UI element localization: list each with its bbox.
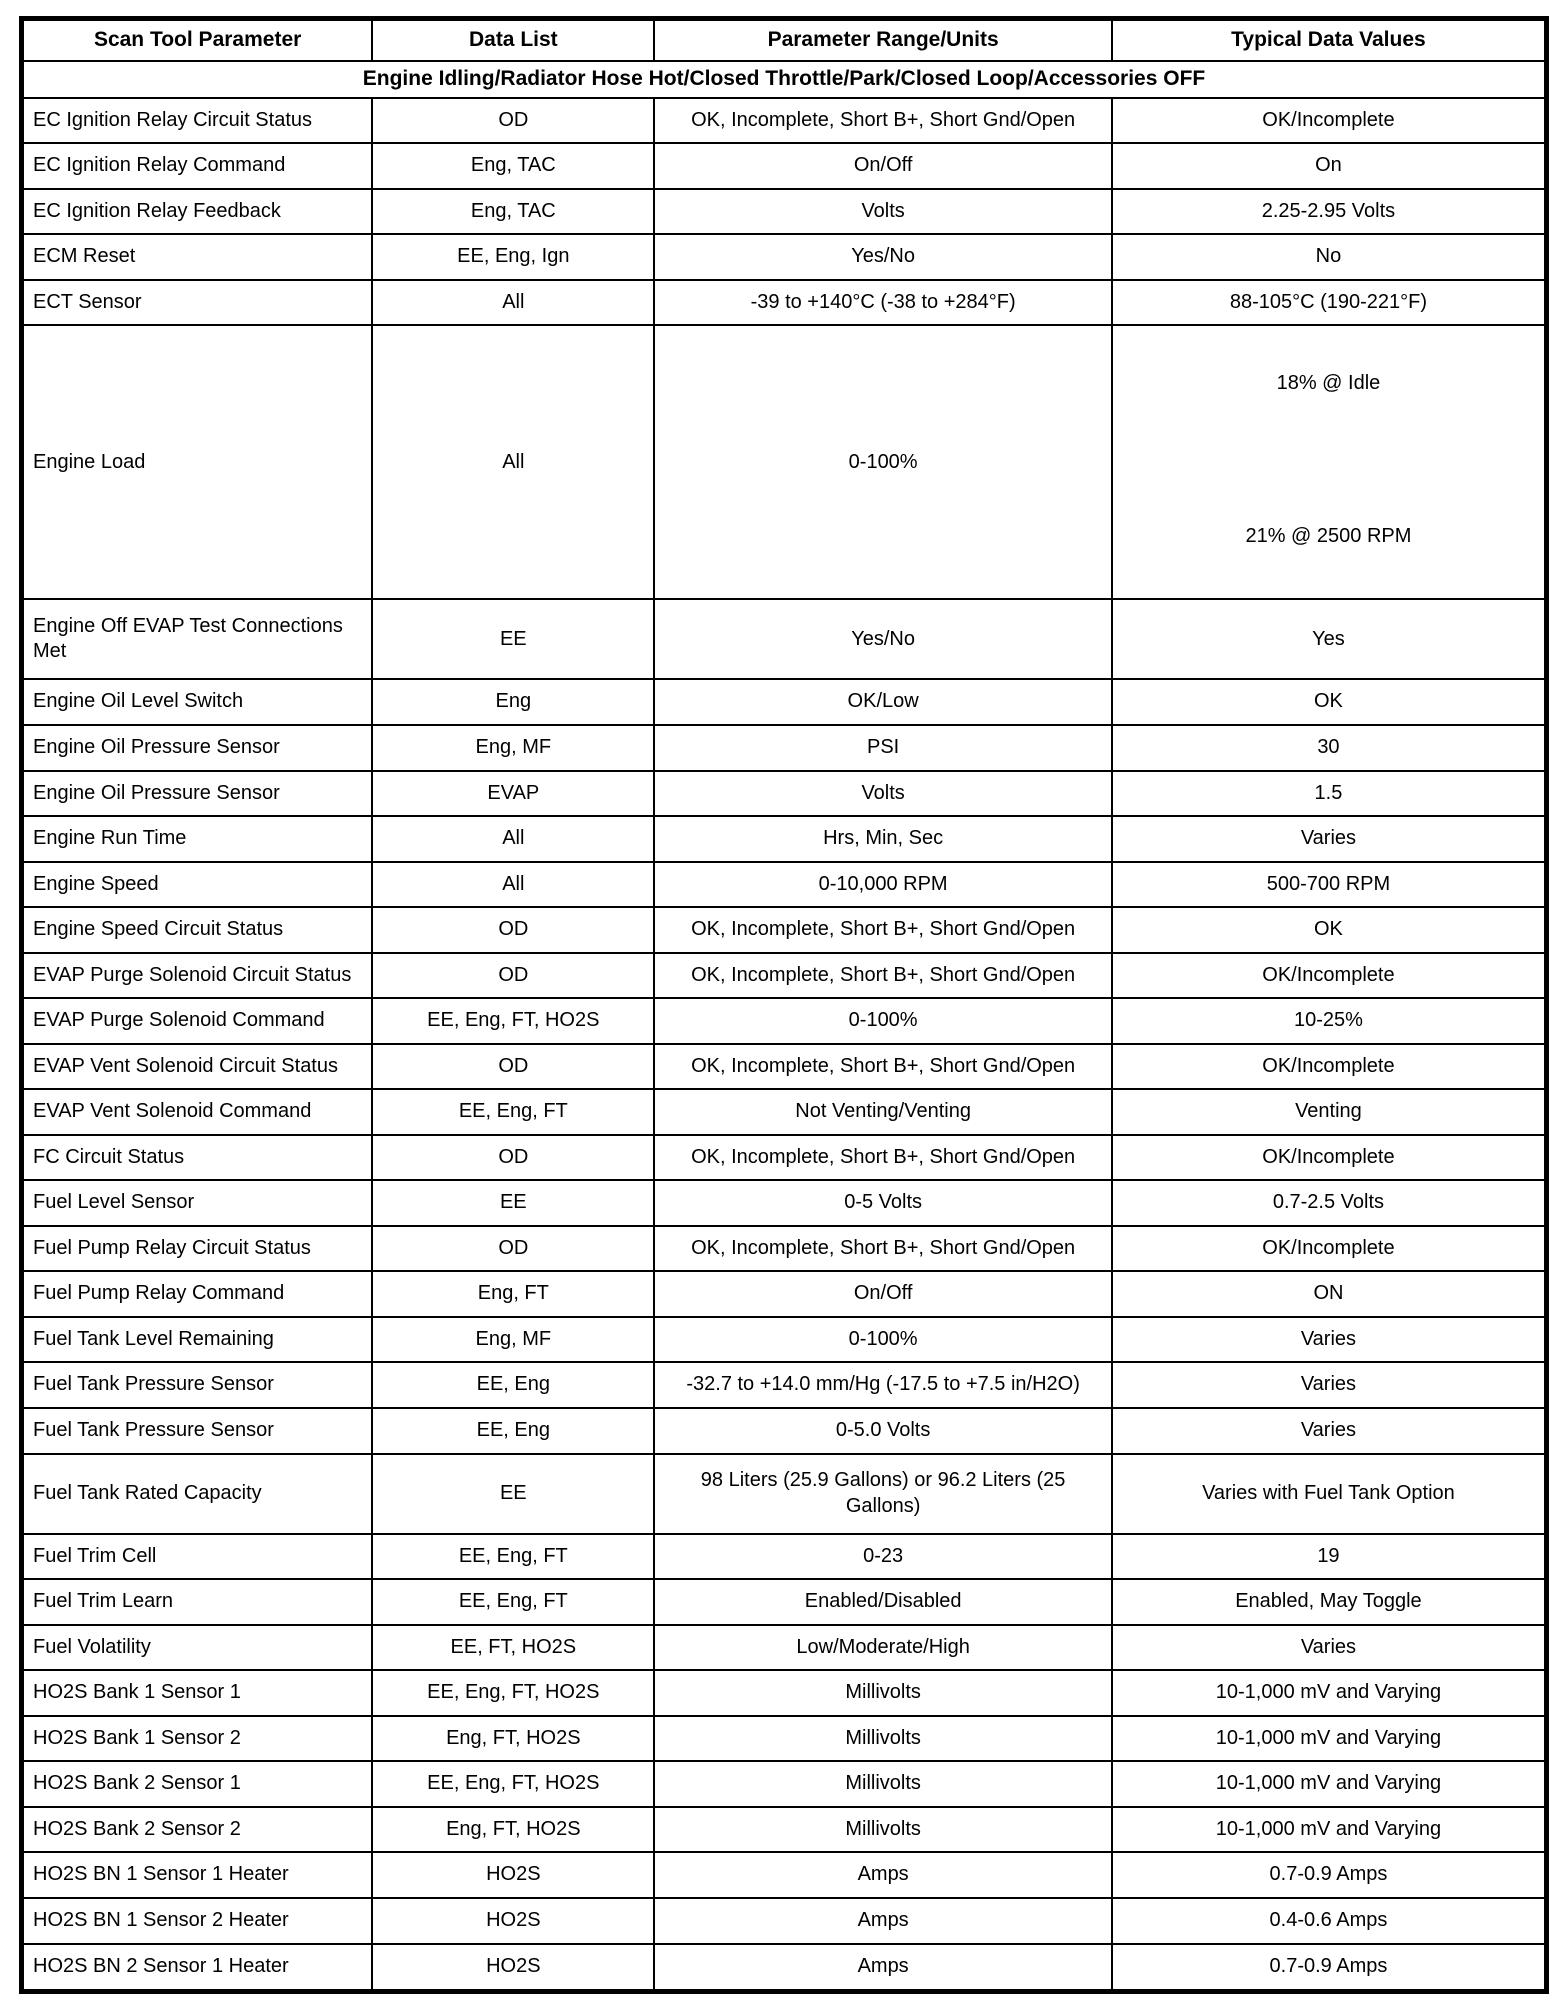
data-list-cell: EE, Eng, FT — [372, 1534, 654, 1580]
range-cell: On/Off — [654, 1271, 1112, 1317]
data-list-cell: EE — [372, 599, 654, 679]
range-cell: Amps — [654, 1898, 1112, 1944]
table-row — [22, 998, 1547, 1044]
table-row — [22, 679, 1547, 725]
table-row — [22, 1317, 1547, 1363]
range-cell: Not Venting/Venting — [654, 1089, 1112, 1135]
data-list-cell: OD — [372, 907, 654, 953]
range-cell: OK/Low — [654, 679, 1112, 725]
header-row — [22, 19, 1547, 61]
table-row — [22, 953, 1547, 999]
param-cell: Fuel Tank Rated Capacity — [22, 1454, 373, 1534]
range-cell: Low/Moderate/High — [654, 1625, 1112, 1671]
test-condition-banner: Engine Idling/Radiator Hose Hot/Closed Throttle/Park/Closed Loop/Accessories OFF — [22, 61, 1547, 98]
data-list-cell: OD — [372, 98, 654, 144]
param-cell: EC Ignition Relay Feedback — [22, 189, 373, 235]
data-list-cell: All — [372, 862, 654, 908]
param-cell: Engine Oil Pressure Sensor — [22, 725, 373, 771]
column-header-scan-tool-parameter: Scan Tool Parameter — [22, 19, 373, 61]
range-cell: 0-5.0 Volts — [654, 1408, 1112, 1454]
param-cell: Engine Speed Circuit Status — [22, 907, 373, 953]
data-list-cell: Eng, MF — [372, 725, 654, 771]
param-cell: Fuel Volatility — [22, 1625, 373, 1671]
table-row — [22, 1089, 1547, 1135]
range-cell: 0-23 — [654, 1534, 1112, 1580]
param-cell: HO2S Bank 1 Sensor 1 — [22, 1670, 373, 1716]
range-cell: Amps — [654, 1944, 1112, 1992]
data-list-cell: EE, FT, HO2S — [372, 1625, 654, 1671]
data-list-cell: OD — [372, 953, 654, 999]
typical-cell: ON — [1112, 1271, 1547, 1317]
param-cell: FC Circuit Status — [22, 1135, 373, 1181]
param-cell: ECT Sensor — [22, 280, 373, 326]
scan-tool-parameter-table — [19, 16, 1549, 1994]
param-cell: Engine Oil Pressure Sensor — [22, 771, 373, 817]
param-cell: Fuel Trim Cell — [22, 1534, 373, 1580]
typical-cell: 10-1,000 mV and Varying — [1112, 1716, 1547, 1762]
table-row — [22, 1670, 1547, 1716]
data-list-cell: EE, Eng, FT, HO2S — [372, 1670, 654, 1716]
typical-cell: Varies — [1112, 1362, 1547, 1408]
range-cell: OK, Incomplete, Short B+, Short Gnd/Open — [654, 953, 1112, 999]
data-list-cell: EE, Eng, Ign — [372, 234, 654, 280]
typical-cell: 0.4-0.6 Amps — [1112, 1898, 1547, 1944]
data-list-cell: HO2S — [372, 1944, 654, 1992]
param-cell: EVAP Vent Solenoid Command — [22, 1089, 373, 1135]
column-header-data-list: Data List — [372, 19, 654, 61]
table-row — [22, 1579, 1547, 1625]
data-list-cell: EE, Eng — [372, 1408, 654, 1454]
range-cell: Volts — [654, 771, 1112, 817]
table-body — [22, 98, 1547, 1992]
typical-cell: 19 — [1112, 1534, 1547, 1580]
data-list-cell: EE, Eng — [372, 1362, 654, 1408]
typical-cell: OK/Incomplete — [1112, 98, 1547, 144]
typical-cell: 10-1,000 mV and Varying — [1112, 1670, 1547, 1716]
typical-cell: 30 — [1112, 725, 1547, 771]
table-row — [22, 325, 1547, 599]
param-cell: HO2S Bank 2 Sensor 2 — [22, 1807, 373, 1853]
column-header-typical-data-values: Typical Data Values — [1112, 19, 1547, 61]
typical-cell — [1112, 325, 1547, 599]
typical-cell: Varies — [1112, 816, 1547, 862]
table-row — [22, 1761, 1547, 1807]
typical-cell: 0.7-0.9 Amps — [1112, 1852, 1547, 1898]
range-cell: Hrs, Min, Sec — [654, 816, 1112, 862]
param-cell: HO2S Bank 2 Sensor 1 — [22, 1761, 373, 1807]
table-row — [22, 816, 1547, 862]
param-cell: Engine Load — [22, 325, 373, 599]
param-cell: EC Ignition Relay Command — [22, 143, 373, 189]
range-cell: OK, Incomplete, Short B+, Short Gnd/Open — [654, 1226, 1112, 1272]
typical-cell: OK — [1112, 907, 1547, 953]
data-list-cell: Eng — [372, 679, 654, 725]
range-cell: Millivolts — [654, 1807, 1112, 1853]
range-cell: OK, Incomplete, Short B+, Short Gnd/Open — [654, 907, 1112, 953]
typical-cell: OK/Incomplete — [1112, 1226, 1547, 1272]
typical-cell: 0.7-0.9 Amps — [1112, 1944, 1547, 1992]
range-cell: -32.7 to +14.0 mm/Hg (-17.5 to +7.5 in/H2O) — [654, 1362, 1112, 1408]
param-cell: Fuel Level Sensor — [22, 1180, 373, 1226]
range-cell: OK, Incomplete, Short B+, Short Gnd/Open — [654, 1044, 1112, 1090]
table-row — [22, 143, 1547, 189]
data-list-cell: Eng, MF — [372, 1317, 654, 1363]
table-row — [22, 1898, 1547, 1944]
data-list-cell: OD — [372, 1226, 654, 1272]
table-row — [22, 1226, 1547, 1272]
param-cell: HO2S BN 1 Sensor 1 Heater — [22, 1852, 373, 1898]
range-cell: Amps — [654, 1852, 1112, 1898]
typical-cell: 0.7-2.5 Volts — [1112, 1180, 1547, 1226]
column-header-parameter-range-units: Parameter Range/Units — [654, 19, 1112, 61]
range-cell: 98 Liters (25.9 Gallons) or 96.2 Liters (25 Gallons) — [654, 1454, 1112, 1534]
typical-cell: OK/Incomplete — [1112, 953, 1547, 999]
param-cell: Engine Run Time — [22, 816, 373, 862]
table-row — [22, 1271, 1547, 1317]
typical-cell: 88-105°C (190-221°F) — [1112, 280, 1547, 326]
table-row — [22, 1135, 1547, 1181]
table-row — [22, 1716, 1547, 1762]
table-row — [22, 771, 1547, 817]
range-cell: 0-10,000 RPM — [654, 862, 1112, 908]
data-list-cell: Eng, FT, HO2S — [372, 1716, 654, 1762]
typical-cell: Enabled, May Toggle — [1112, 1579, 1547, 1625]
param-cell: EVAP Vent Solenoid Circuit Status — [22, 1044, 373, 1090]
table-row — [22, 1362, 1547, 1408]
param-cell: Fuel Pump Relay Circuit Status — [22, 1226, 373, 1272]
typical-cell: 10-1,000 mV and Varying — [1112, 1807, 1547, 1853]
param-cell: HO2S BN 1 Sensor 2 Heater — [22, 1898, 373, 1944]
data-list-cell: EE, Eng, FT — [372, 1579, 654, 1625]
data-list-cell: HO2S — [372, 1898, 654, 1944]
table-row — [22, 1625, 1547, 1671]
param-cell: HO2S BN 2 Sensor 1 Heater — [22, 1944, 373, 1992]
range-cell: On/Off — [654, 143, 1112, 189]
range-cell: Millivolts — [654, 1716, 1112, 1762]
param-cell: Fuel Tank Pressure Sensor — [22, 1408, 373, 1454]
range-cell: 0-100% — [654, 1317, 1112, 1363]
typical-cell: 2.25-2.95 Volts — [1112, 189, 1547, 235]
data-list-cell: OD — [372, 1135, 654, 1181]
table-row — [22, 725, 1547, 771]
range-cell: PSI — [654, 725, 1112, 771]
range-cell: Volts — [654, 189, 1112, 235]
range-cell: Enabled/Disabled — [654, 1579, 1112, 1625]
table-row — [22, 599, 1547, 679]
param-cell: Fuel Trim Learn — [22, 1579, 373, 1625]
param-cell: EVAP Purge Solenoid Command — [22, 998, 373, 1044]
table-row — [22, 1807, 1547, 1853]
typical-cell: Yes — [1112, 599, 1547, 679]
param-cell: ECM Reset — [22, 234, 373, 280]
range-cell: 0-5 Volts — [654, 1180, 1112, 1226]
data-list-cell: All — [372, 280, 654, 326]
range-cell: OK, Incomplete, Short B+, Short Gnd/Open — [654, 98, 1112, 144]
range-cell: Yes/No — [654, 599, 1112, 679]
data-list-cell: HO2S — [372, 1852, 654, 1898]
param-cell: Engine Off EVAP Test Connections Met — [22, 599, 373, 679]
table-row — [22, 1044, 1547, 1090]
data-list-cell: EE, Eng, FT — [372, 1089, 654, 1135]
table-row — [22, 1944, 1547, 1992]
data-list-cell: EE — [372, 1180, 654, 1226]
typical-cell: 10-25% — [1112, 998, 1547, 1044]
param-cell: EVAP Purge Solenoid Circuit Status — [22, 953, 373, 999]
typical-cell: 10-1,000 mV and Varying — [1112, 1761, 1547, 1807]
range-cell: 0-100% — [654, 325, 1112, 599]
param-cell: EC Ignition Relay Circuit Status — [22, 98, 373, 144]
range-cell: Millivolts — [654, 1670, 1112, 1716]
data-list-cell: Eng, TAC — [372, 189, 654, 235]
range-cell: -39 to +140°C (-38 to +284°F) — [654, 280, 1112, 326]
data-list-cell: EE, Eng, FT, HO2S — [372, 1761, 654, 1807]
param-cell: Engine Oil Level Switch — [22, 679, 373, 725]
typical-cell: No — [1112, 234, 1547, 280]
typical-cell: 1.5 — [1112, 771, 1547, 817]
typical-value-line: 18% @ Idle — [1276, 372, 1381, 395]
data-list-cell: Eng, FT, HO2S — [372, 1807, 654, 1853]
typical-cell: Varies — [1112, 1625, 1547, 1671]
range-cell: 0-100% — [654, 998, 1112, 1044]
typical-cell: 500-700 RPM — [1112, 862, 1547, 908]
typical-cell: Venting — [1112, 1089, 1547, 1135]
typical-cell: OK/Incomplete — [1112, 1044, 1547, 1090]
typical-cell: Varies with Fuel Tank Option — [1112, 1454, 1547, 1534]
param-cell: Engine Speed — [22, 862, 373, 908]
typical-cell: OK/Incomplete — [1112, 1135, 1547, 1181]
data-list-cell: All — [372, 816, 654, 862]
data-list-cell: EVAP — [372, 771, 654, 817]
range-cell: Yes/No — [654, 234, 1112, 280]
table-row — [22, 98, 1547, 144]
typical-multi-value — [1122, 365, 1535, 559]
typical-cell: Varies — [1112, 1408, 1547, 1454]
param-cell: Fuel Tank Level Remaining — [22, 1317, 373, 1363]
range-cell: Millivolts — [654, 1761, 1112, 1807]
table-row — [22, 189, 1547, 235]
table-row — [22, 1454, 1547, 1534]
data-list-cell: Eng, TAC — [372, 143, 654, 189]
table-row — [22, 1852, 1547, 1898]
range-cell: OK, Incomplete, Short B+, Short Gnd/Open — [654, 1135, 1112, 1181]
table-row — [22, 1408, 1547, 1454]
param-cell: HO2S Bank 1 Sensor 2 — [22, 1716, 373, 1762]
data-list-cell: EE — [372, 1454, 654, 1534]
typical-value-line: 21% @ 2500 RPM — [1245, 524, 1412, 547]
table-row — [22, 1534, 1547, 1580]
table-row — [22, 1180, 1547, 1226]
typical-cell: OK — [1112, 679, 1547, 725]
data-list-cell: All — [372, 325, 654, 599]
table-row — [22, 280, 1547, 326]
param-cell: Fuel Pump Relay Command — [22, 1271, 373, 1317]
table-row — [22, 862, 1547, 908]
param-cell: Fuel Tank Pressure Sensor — [22, 1362, 373, 1408]
table-row — [22, 907, 1547, 953]
typical-cell: Varies — [1112, 1317, 1547, 1363]
typical-cell: On — [1112, 143, 1547, 189]
condition-row — [22, 61, 1547, 98]
data-list-cell: OD — [372, 1044, 654, 1090]
data-list-cell: Eng, FT — [372, 1271, 654, 1317]
table-row — [22, 234, 1547, 280]
data-list-cell: EE, Eng, FT, HO2S — [372, 998, 654, 1044]
